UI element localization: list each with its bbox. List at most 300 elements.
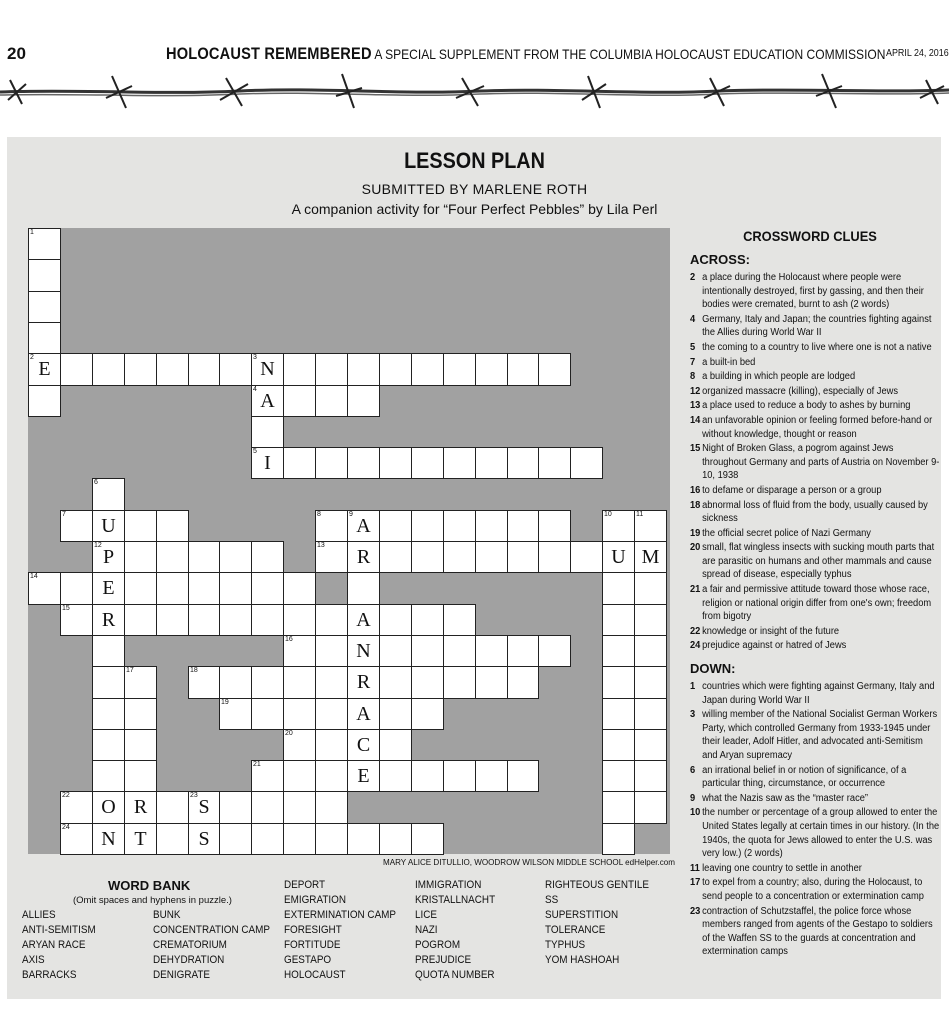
- word-bank-entry: KRISTALLNACHT: [415, 894, 496, 906]
- clue-number: 12: [690, 385, 701, 397]
- crossword-cell[interactable]: [219, 666, 252, 699]
- crossword-cell[interactable]: [124, 823, 157, 855]
- crossword-cell[interactable]: [347, 353, 380, 386]
- clue-number: 17: [126, 667, 134, 674]
- word-bank-column-1: [22, 908, 96, 983]
- crossword-cell[interactable]: [28, 353, 61, 386]
- crossword-cell[interactable]: [475, 541, 508, 573]
- down-clue: [690, 764, 940, 791]
- clue-text: a place used to reduce a body to ashes by burning: [702, 400, 911, 412]
- crossword-cell[interactable]: [60, 572, 93, 605]
- down-clue: [690, 792, 940, 806]
- crossword-cell[interactable]: [283, 635, 316, 667]
- crossword-cell[interactable]: [602, 510, 635, 542]
- clues-title: CROSSWORD CLUES: [743, 228, 877, 244]
- crossword-cell[interactable]: [379, 510, 412, 542]
- crossword-cell[interactable]: [28, 385, 61, 417]
- clue-text: to defame or disparage a person or a group: [702, 484, 882, 496]
- cell-letter: R: [356, 671, 371, 693]
- crossword-cell[interactable]: [634, 604, 667, 636]
- clue-number: 11: [636, 511, 644, 518]
- crossword-cell[interactable]: [188, 353, 220, 386]
- clue-text: a fair and permissive attitude toward those whose race, religion or national origin differ from one's own; freedom from bigotry: [702, 584, 932, 623]
- crossword-cell[interactable]: [634, 572, 667, 605]
- word-bank-entry: EMIGRATION: [284, 894, 346, 906]
- crossword-cell[interactable]: [28, 291, 61, 323]
- crossword-cell[interactable]: [411, 823, 444, 855]
- clue-number: 13: [317, 542, 325, 549]
- crossword-cell[interactable]: [379, 760, 412, 792]
- crossword-cell[interactable]: [156, 572, 189, 605]
- crossword-cell[interactable]: [379, 823, 412, 855]
- crossword-cell[interactable]: [347, 760, 380, 792]
- across-clue: [690, 639, 940, 653]
- crossword-cell[interactable]: [315, 541, 348, 573]
- clue-number: 20: [285, 730, 293, 737]
- crossword-cell[interactable]: [315, 510, 348, 542]
- clue-text: Night of Broken Glass, a pogrom against Jews throughout Germany and parts of Austria on November 9-10, 1938: [702, 443, 940, 482]
- word-bank-entry: ARYAN RACE: [22, 939, 86, 951]
- crossword-cell[interactable]: [60, 604, 93, 636]
- crossword-cell[interactable]: [538, 635, 571, 667]
- clue-number: 3: [253, 354, 257, 361]
- crossword-cell[interactable]: [347, 604, 380, 636]
- crossword-cell[interactable]: [92, 823, 125, 855]
- crossword-cell[interactable]: [411, 353, 444, 386]
- crossword-cell[interactable]: [251, 572, 284, 605]
- crossword-cell[interactable]: [347, 541, 380, 573]
- crossword-cell[interactable]: [92, 478, 125, 511]
- crossword-cell[interactable]: [92, 635, 125, 667]
- crossword-cell[interactable]: [347, 572, 380, 605]
- clue-number: 9: [349, 511, 353, 518]
- crossword-cell[interactable]: [251, 447, 284, 479]
- crossword-cell[interactable]: [251, 604, 284, 636]
- crossword-cell[interactable]: [411, 635, 444, 667]
- clue-number: 23: [690, 905, 701, 917]
- crossword-cell[interactable]: [156, 791, 189, 824]
- crossword-cell[interactable]: [443, 635, 476, 667]
- crossword-cell[interactable]: [315, 353, 348, 386]
- word-bank-entry: ALLIES: [22, 909, 56, 921]
- crossword-cell[interactable]: [124, 353, 157, 386]
- crossword-cell[interactable]: [283, 760, 316, 792]
- crossword-cell[interactable]: [251, 416, 284, 448]
- down-clue: [690, 708, 940, 762]
- crossword-cell[interactable]: [60, 353, 93, 386]
- crossword-cell[interactable]: [538, 447, 571, 479]
- crossword-cell[interactable]: [219, 541, 252, 573]
- crossword-cell[interactable]: [507, 666, 539, 699]
- crossword-cell[interactable]: [92, 353, 125, 386]
- crossword-cell[interactable]: [219, 791, 252, 824]
- down-clue: [690, 680, 940, 707]
- cell-letter: N: [260, 358, 275, 380]
- crossword-cell[interactable]: [251, 791, 284, 824]
- clue-text: abnormal loss of fluid from the body, usually caused by sickness: [702, 499, 928, 525]
- companion-line: A companion activity for “Four Perfect Pebbles” by Lila Perl: [291, 201, 658, 217]
- supplement-title-bold: HOLOCAUST REMEMBERED: [166, 44, 372, 63]
- crossword-cell[interactable]: [188, 823, 220, 855]
- clue-number: 16: [690, 484, 701, 496]
- crossword-cell[interactable]: [60, 823, 93, 855]
- crossword-cell[interactable]: [602, 604, 635, 636]
- clue-number: 9: [690, 792, 696, 804]
- clue-number: 21: [690, 584, 701, 596]
- crossword-cell[interactable]: [315, 791, 348, 824]
- crossword-cell[interactable]: [315, 823, 348, 855]
- crossword-cell[interactable]: [507, 447, 539, 479]
- crossword-cell[interactable]: [283, 385, 316, 417]
- crossword-cell[interactable]: [315, 698, 348, 730]
- clue-text: a built-in bed: [702, 356, 756, 368]
- cell-letter: R: [101, 609, 116, 631]
- crossword-cell[interactable]: [379, 447, 412, 479]
- crossword-cell[interactable]: [602, 729, 635, 761]
- crossword-cell[interactable]: [411, 698, 444, 730]
- across-heading: ACROSS:: [690, 252, 750, 267]
- crossword-cell[interactable]: [443, 447, 476, 479]
- across-clue: [690, 399, 940, 413]
- clue-number: 3: [690, 709, 696, 721]
- crossword-cell[interactable]: [411, 604, 444, 636]
- across-clue: [690, 414, 940, 441]
- word-bank-entry: ANTI-SEMITISM: [22, 924, 96, 936]
- crossword-cell[interactable]: [92, 604, 125, 636]
- crossword-cell[interactable]: [28, 259, 61, 292]
- crossword-cell[interactable]: [156, 823, 189, 855]
- crossword-cell[interactable]: [315, 385, 348, 417]
- crossword-cell[interactable]: [315, 760, 348, 792]
- crossword-cell[interactable]: [570, 541, 603, 573]
- word-bank-entry: IMMIGRATION: [415, 879, 482, 891]
- clue-number: 14: [30, 573, 38, 580]
- crossword-cell[interactable]: [283, 823, 316, 855]
- word-bank-entry: RIGHTEOUS GENTILE: [545, 879, 649, 891]
- crossword-cell[interactable]: [156, 510, 189, 542]
- across-clue: [690, 370, 940, 384]
- clue-text: an irrational belief in or notion of significance, of a particular thing, circumstance, or occurrence: [702, 764, 907, 790]
- crossword-cell[interactable]: [188, 572, 220, 605]
- crossword-cell[interactable]: [156, 541, 189, 573]
- crossword-cell[interactable]: [92, 572, 125, 605]
- down-clue: [690, 862, 940, 876]
- submitted-by: SUBMITTED BY MARLENE ROTH: [361, 181, 588, 197]
- lesson-title: LESSON PLAN: [404, 148, 545, 173]
- clue-number: 10: [604, 511, 612, 518]
- word-bank-entry: SUPERSTITION: [545, 909, 619, 921]
- cell-letter: A: [356, 609, 371, 631]
- crossword-cell[interactable]: [28, 228, 61, 260]
- crossword-cell[interactable]: [475, 635, 508, 667]
- crossword-cell[interactable]: [602, 760, 635, 792]
- crossword-cell[interactable]: [379, 729, 412, 761]
- crossword-cell[interactable]: [347, 698, 380, 730]
- word-bank-entry: SS: [545, 894, 559, 906]
- crossword-cell[interactable]: [92, 698, 125, 730]
- word-bank-entry: CONCENTRATION CAMP: [153, 924, 270, 936]
- crossword-cell[interactable]: [411, 760, 444, 792]
- page-number: 20: [7, 44, 26, 63]
- word-bank-column-3: [284, 878, 396, 983]
- crossword-cell[interactable]: [634, 791, 667, 824]
- word-bank-entry: YOM HASHOAH: [545, 954, 620, 966]
- crossword-cell[interactable]: [315, 666, 348, 699]
- clue-number: 4: [690, 313, 696, 325]
- word-bank-note: (Omit spaces and hyphens in puzzle.): [73, 895, 232, 906]
- crossword-cell[interactable]: [411, 510, 444, 542]
- clue-number: 18: [190, 667, 198, 674]
- clue-text: countries which were fighting against Germany, Italy and Japan during World War II: [702, 681, 935, 706]
- crossword-cell[interactable]: [475, 353, 508, 386]
- crossword-cell[interactable]: [124, 572, 157, 605]
- cell-letter: A: [260, 390, 275, 412]
- crossword-cell[interactable]: [443, 760, 476, 792]
- crossword-cell[interactable]: [28, 322, 61, 354]
- crossword-cell[interactable]: [92, 510, 125, 542]
- crossword-cell[interactable]: [60, 791, 93, 824]
- cell-letter: N: [101, 828, 116, 850]
- cell-letter: U: [101, 515, 116, 537]
- crossword-cell[interactable]: [283, 729, 316, 761]
- clue-number: 5: [690, 341, 696, 353]
- crossword-cell[interactable]: [347, 729, 380, 761]
- clue-number: 8: [317, 511, 321, 518]
- clue-number: 22: [62, 792, 70, 799]
- crossword-cell[interactable]: [347, 447, 380, 479]
- crossword-cell[interactable]: [347, 385, 380, 417]
- crossword-cell[interactable]: [124, 729, 157, 761]
- crossword-cell[interactable]: [315, 635, 348, 667]
- clue-number: 10: [690, 807, 701, 819]
- word-bank-entry: TYPHUS: [545, 939, 586, 951]
- crossword-cell[interactable]: [60, 510, 93, 542]
- word-bank-entry: EXTERMINATION CAMP: [284, 909, 397, 921]
- crossword-cell[interactable]: [411, 666, 444, 699]
- crossword-cell[interactable]: [602, 666, 635, 699]
- crossword-cell[interactable]: [124, 666, 157, 699]
- crossword-cell[interactable]: [379, 604, 412, 636]
- clue-number: 6: [690, 764, 696, 776]
- crossword-cell[interactable]: [347, 635, 380, 667]
- across-clues: [690, 271, 940, 653]
- cell-letter: P: [102, 546, 115, 568]
- crossword-cell[interactable]: [602, 635, 635, 667]
- crossword-cell[interactable]: [443, 604, 476, 636]
- clue-text: the official secret police of Nazi Germany: [702, 527, 871, 539]
- crossword-cell[interactable]: [379, 541, 412, 573]
- crossword-cell[interactable]: [92, 541, 125, 573]
- clue-number: 23: [190, 792, 198, 799]
- word-bank-entry: QUOTA NUMBER: [415, 969, 495, 981]
- crossword-cell[interactable]: [507, 510, 539, 542]
- crossword-cell[interactable]: [475, 510, 508, 542]
- crossword-cell[interactable]: [602, 823, 635, 855]
- word-bank-entry: TOLERANCE: [545, 924, 606, 936]
- clue-text: to expel from a country; also, during the Holocaust, to send people to a concentration or extermination camp: [702, 877, 924, 902]
- crossword-cell[interactable]: [188, 791, 220, 824]
- crossword-cell[interactable]: [634, 666, 667, 699]
- clue-number: 11: [690, 862, 700, 874]
- cell-letter: M: [641, 546, 660, 568]
- clue-text: knowledge or insight of the future: [702, 625, 840, 637]
- clue-text: a place during the Holocaust where people were intentionally destroyed, first by gassing, and then their bodies were cremated, burnt to ash (2 words): [702, 272, 924, 311]
- crossword-cell[interactable]: [283, 791, 316, 824]
- crossword-cell[interactable]: [251, 666, 284, 699]
- crossword-cell[interactable]: [315, 447, 348, 479]
- crossword-cell[interactable]: [92, 791, 125, 824]
- crossword-cell[interactable]: [124, 698, 157, 730]
- puzzle-credit: MARY ALICE DITULLIO, WOODROW WILSON MIDDLE SCHOOL edHelper.com: [383, 857, 675, 867]
- crossword-cell[interactable]: [219, 823, 252, 855]
- cell-letter: U: [611, 546, 626, 568]
- word-bank-entry: HOLOCAUST: [284, 969, 346, 981]
- down-clues: [690, 680, 940, 959]
- crossword-cell[interactable]: [124, 791, 157, 824]
- crossword-cell[interactable]: [283, 447, 316, 479]
- crossword-cell[interactable]: [602, 572, 635, 605]
- issue-date: APRIL 24, 2016: [886, 47, 949, 59]
- clue-number: 1: [30, 229, 34, 236]
- word-bank-entry: FORESIGHT: [284, 924, 342, 936]
- crossword-cell[interactable]: [443, 353, 476, 386]
- crossword-cell[interactable]: [92, 666, 125, 699]
- cell-letter: S: [198, 796, 210, 818]
- crossword-cell[interactable]: [347, 666, 380, 699]
- crossword-cell[interactable]: [634, 635, 667, 667]
- across-clue: [690, 442, 940, 483]
- clue-number: 13: [690, 400, 701, 412]
- clue-text: leaving one country to settle in another: [702, 862, 862, 874]
- clue-text: willing member of the National Socialist German Workers Party, which controlled Germany from 1933-1945 under their leader, Adolf Hitler, and advocated anti-Semitism and Aryan supremacy: [702, 709, 938, 761]
- crossword-cell[interactable]: [475, 447, 508, 479]
- cell-letter: A: [356, 703, 371, 725]
- crossword-cell[interactable]: [251, 760, 284, 792]
- crossword-cell[interactable]: [124, 541, 157, 573]
- clue-number: 7: [62, 511, 66, 518]
- crossword-cell[interactable]: [379, 698, 412, 730]
- crossword-cell[interactable]: [188, 541, 220, 573]
- crossword-cell[interactable]: [602, 791, 635, 824]
- crossword-cell[interactable]: [124, 604, 157, 636]
- crossword-cell[interactable]: [188, 604, 220, 636]
- crossword-cell[interactable]: [219, 572, 252, 605]
- clue-text: an unfavorable opinion or feeling formed before-hand or without knowledge, thought or reason: [702, 414, 933, 440]
- crossword-cell[interactable]: [251, 823, 284, 855]
- crossword-cell[interactable]: [379, 353, 412, 386]
- crossword-cell[interactable]: [347, 510, 380, 542]
- word-bank-entry: BUNK: [153, 909, 181, 921]
- crossword-cell[interactable]: [156, 353, 189, 386]
- crossword-cell[interactable]: [283, 666, 316, 699]
- crossword-cell[interactable]: [507, 353, 539, 386]
- crossword-cell[interactable]: [251, 385, 284, 417]
- crossword-cell[interactable]: [188, 666, 220, 699]
- crossword-cell[interactable]: [538, 541, 571, 573]
- cell-letter: E: [38, 358, 51, 380]
- crossword-cell[interactable]: [283, 698, 316, 730]
- across-clue: [690, 527, 940, 541]
- crossword-cell[interactable]: [379, 666, 412, 699]
- crossword-cell[interactable]: [251, 541, 284, 573]
- crossword-cell[interactable]: [634, 541, 667, 573]
- page-header: [0, 0, 949, 132]
- crossword-cell[interactable]: [315, 604, 348, 636]
- crossword-cell[interactable]: [28, 572, 61, 605]
- crossword-cell[interactable]: [475, 666, 508, 699]
- crossword-cell[interactable]: [411, 541, 444, 573]
- clue-number: 15: [62, 605, 70, 612]
- crossword-cell[interactable]: [251, 353, 284, 386]
- crossword-cell[interactable]: [602, 698, 635, 730]
- across-clue: [690, 583, 940, 624]
- cell-letter: T: [134, 828, 147, 850]
- cell-letter: R: [133, 796, 148, 818]
- supplement-title-rest: A SPECIAL SUPPLEMENT FROM THE COLUMBIA HOLOCAUST EDUCATION COMMISSION: [371, 46, 886, 62]
- crossword-cell[interactable]: [507, 760, 539, 792]
- crossword-cell[interactable]: [315, 729, 348, 761]
- crossword-cell[interactable]: [283, 572, 316, 605]
- crossword-cell[interactable]: [92, 760, 125, 792]
- clue-number: 22: [690, 625, 701, 637]
- crossword-cell[interactable]: [283, 353, 316, 386]
- crossword-cell[interactable]: [283, 604, 316, 636]
- across-clue: [690, 271, 940, 312]
- crossword-cell[interactable]: [507, 635, 539, 667]
- crossword-cell[interactable]: [251, 698, 284, 730]
- crossword-cell[interactable]: [634, 760, 667, 792]
- clue-number: 6: [94, 479, 98, 486]
- crossword-cell[interactable]: [507, 541, 539, 573]
- crossword-cell[interactable]: [347, 823, 380, 855]
- word-bank-entry: LICE: [415, 909, 438, 921]
- across-clue: [690, 625, 940, 639]
- crossword-cell[interactable]: [219, 698, 252, 730]
- clue-text: what the Nazis saw as the “master race”: [702, 792, 869, 804]
- crossword-cell[interactable]: [602, 541, 635, 573]
- crossword-cell[interactable]: [124, 510, 157, 542]
- word-bank-entry: DENIGRATE: [153, 969, 211, 981]
- crossword-cell[interactable]: [219, 353, 252, 386]
- crossword-cell[interactable]: [634, 698, 667, 730]
- crossword-cell[interactable]: [219, 604, 252, 636]
- word-bank-column-4: [415, 878, 495, 983]
- crossword-cell[interactable]: [475, 760, 508, 792]
- crossword-cell[interactable]: [538, 510, 571, 542]
- clue-number: 21: [253, 761, 261, 768]
- word-bank-entry: GESTAPO: [284, 954, 332, 966]
- crossword-cell[interactable]: [538, 353, 571, 386]
- crossword-cell[interactable]: [570, 447, 603, 479]
- crossword-cell[interactable]: [634, 729, 667, 761]
- barbed-wire-illustration: [0, 62, 949, 117]
- crossword-cell[interactable]: [124, 760, 157, 792]
- cell-letter: C: [356, 734, 371, 756]
- crossword-cell[interactable]: [634, 510, 667, 542]
- crossword-cell[interactable]: [443, 510, 476, 542]
- clue-text: Germany, Italy and Japan; the countries fighting against the Allies during World War II: [702, 313, 932, 339]
- crossword-cell[interactable]: [443, 666, 476, 699]
- crossword-cell[interactable]: [92, 729, 125, 761]
- crossword-cell[interactable]: [379, 635, 412, 667]
- crossword-cell[interactable]: [156, 604, 189, 636]
- clue-number: 20: [690, 542, 701, 554]
- clue-number: 2: [30, 354, 34, 361]
- crossword-cell[interactable]: [443, 541, 476, 573]
- clue-number: 24: [690, 640, 701, 652]
- clue-number: 4: [253, 386, 257, 393]
- crossword-cell[interactable]: [411, 447, 444, 479]
